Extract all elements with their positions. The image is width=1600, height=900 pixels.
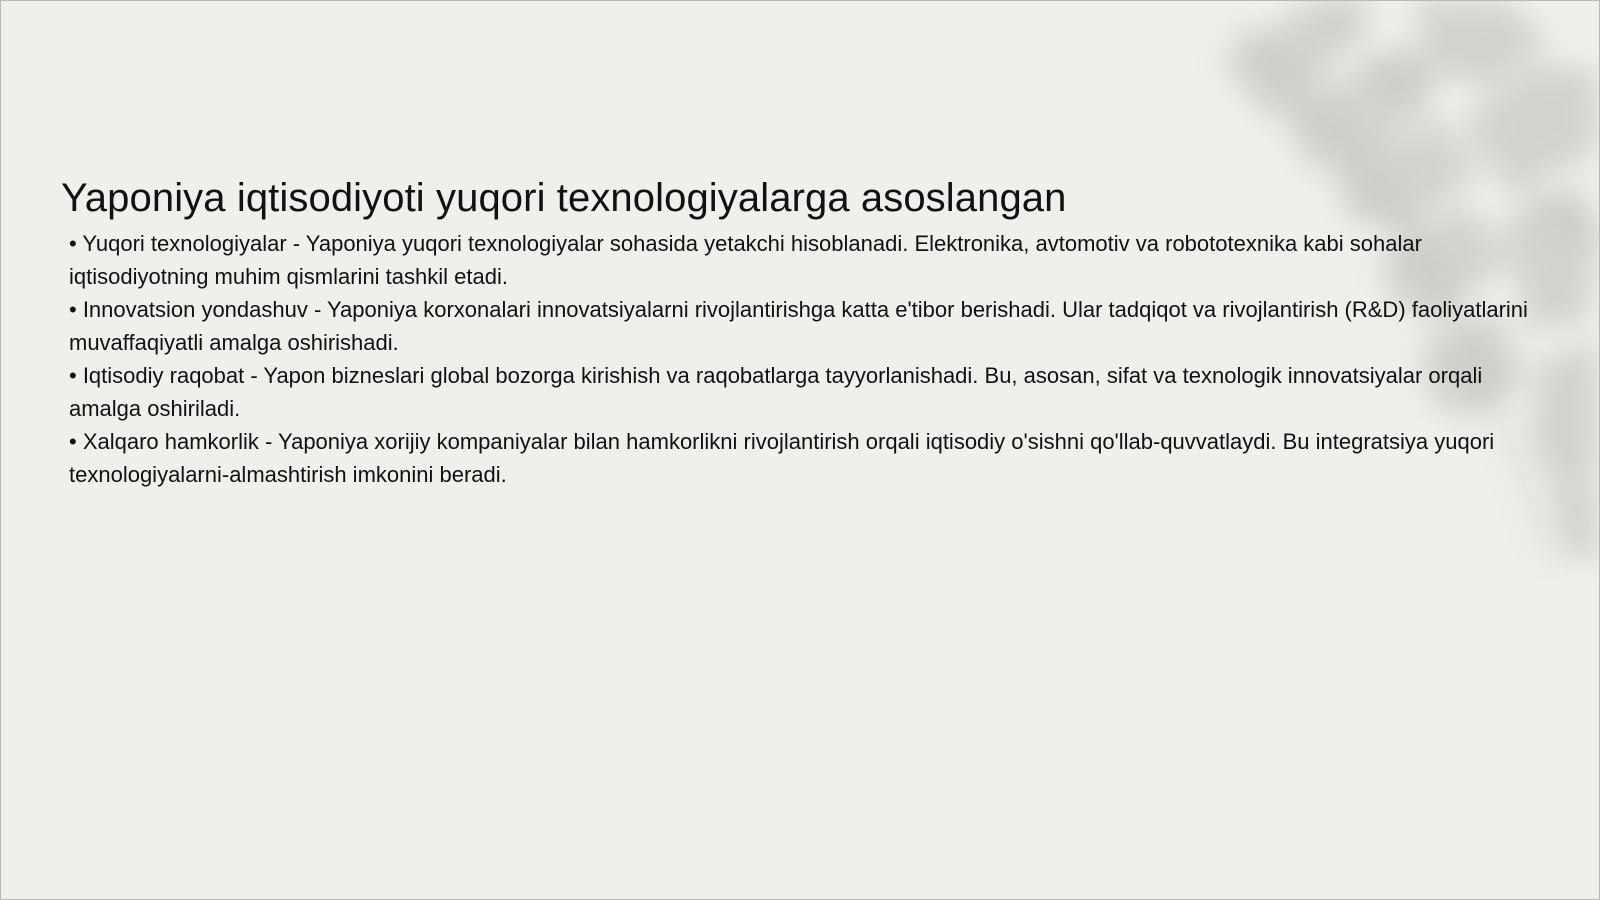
bullet-list <box>69 227 1549 491</box>
bullet-item-innovation: • Innovatsion yondashuv - Yaponiya korxonalari innovatsiyalarni rivojlantirishga katta e'tibor berishadi. Ular tadqiqot va rivojlantirish (R&D) faoliyatlarini muvaffaqiyatli amalga oshirishadi. <box>69 297 1528 355</box>
bullet-item-high-tech: • Yuqori texnologiyalar - Yaponiya yuqori texnologiyalar sohasida yetakchi hisoblanadi. Elektronika, avtomotiv va robototexnika kabi sohalar iqtisodiyotning muhim qismlarini tashkil etadi. <box>69 231 1422 289</box>
bullet-item-cooperation: • Xalqaro hamkorlik - Yaponiya xorijiy kompaniyalar bilan hamkorlikni rivojlantirish orqali iqtisodiy o'sishni qo'llab-quvvatlaydi. Bu integratsiya yuqori texnologiyalarni-almashtirish imkonini beradi. <box>69 429 1495 487</box>
bullet-item-competition: • Iqtisodiy raqobat - Yapon bizneslari global bozorga kirishish va raqobatlarga tayyorlanishadi. Bu, asosan, sifat va texnologik innovatsiyalar orqali amalga oshiriladi. <box>69 363 1483 421</box>
slide-title: Yaponiya iqtisodiyoti yuqori texnologiyalarga asoslangan <box>61 176 1067 220</box>
